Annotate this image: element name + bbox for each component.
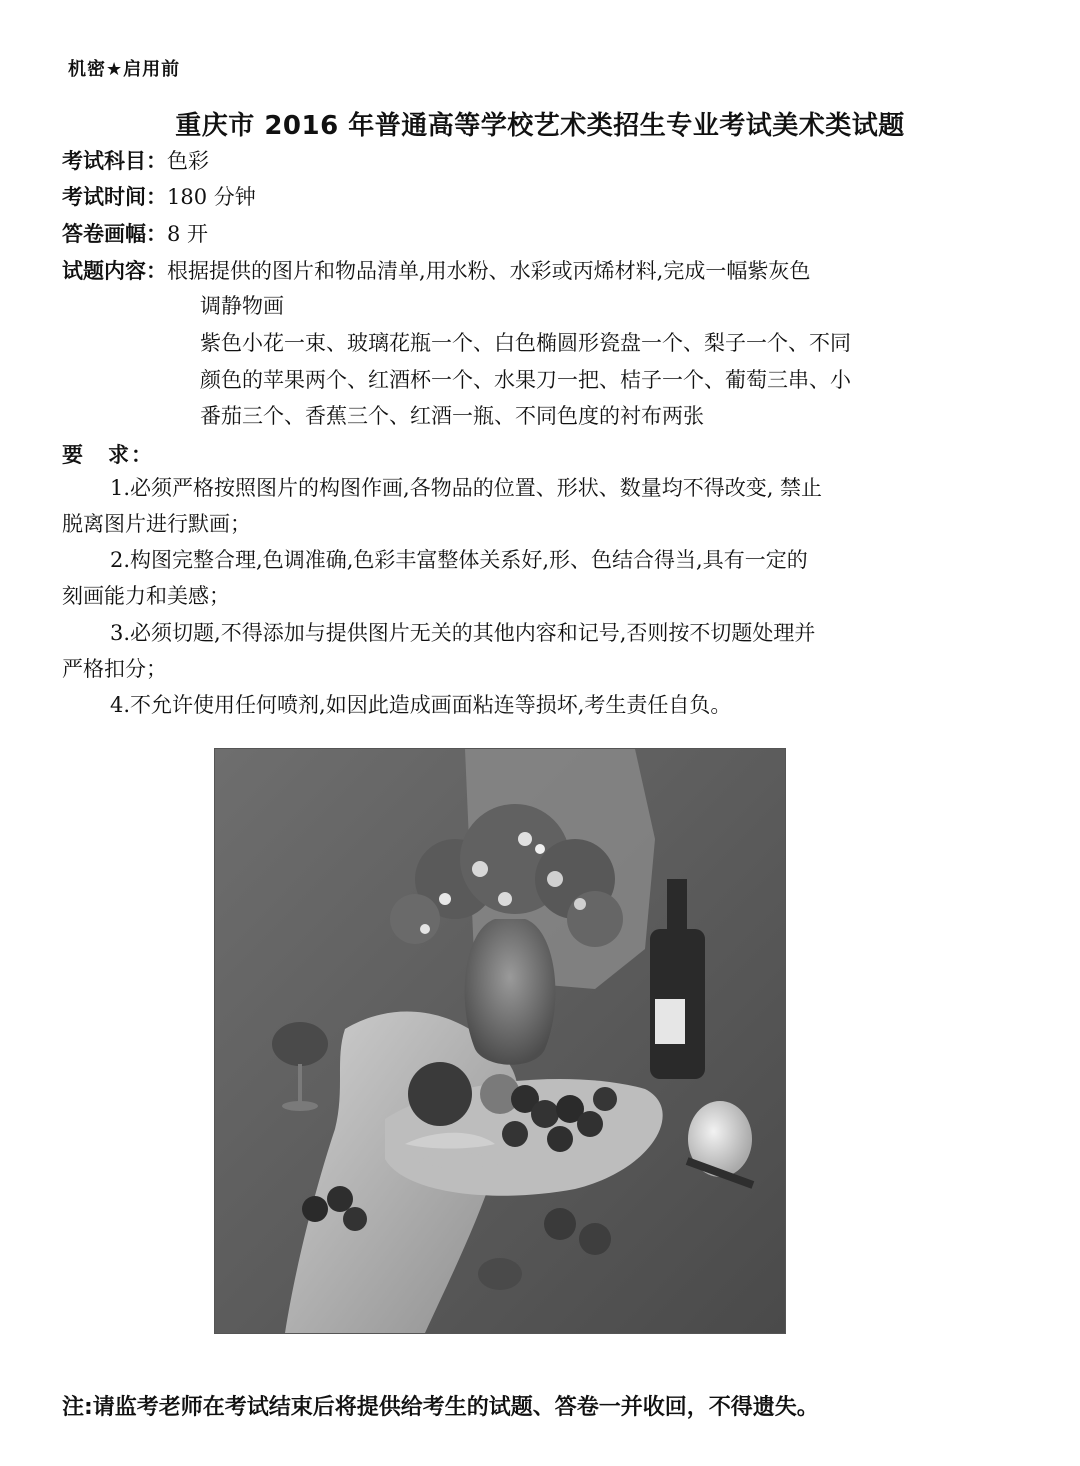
field-subject [62,147,209,175]
requirements-heading: 要 求： [62,443,154,467]
field-time-label: 考试时间： [62,185,167,209]
field-time [62,183,256,211]
requirement-line: 3.必须切题,不得添加与提供图片无关的其他内容和记号,否则按不切题处理并 [110,621,816,645]
footer-note: 注:请监考老师在考试结束后将提供给考生的试题、答卷一并收回，不得遗失。 [62,1395,819,1420]
content-line: 根据提供的图片和物品清单,用水粉、水彩或丙烯材料,完成一幅紫灰色 [167,259,811,283]
still-life-photo [214,748,786,1334]
requirement-line: 1.必须严格按照图片的构图作画,各物品的位置、形状、数量均不得改变, 禁止 [110,476,823,500]
vase [465,919,556,1065]
field-subject-value: 色彩 [167,149,209,173]
requirement-line: 4.不允许使用任何喷剂,如因此造成画面粘连等损坏,考生责任自负。 [110,693,732,717]
content-line: 番茄三个、香蕉三个、红酒一瓶、不同色度的衬布两张 [200,404,704,428]
field-size-value: 8 开 [167,222,209,246]
content-line: 颜色的苹果两个、红酒杯一个、水果刀一把、桔子一个、葡萄三串、小 [200,368,851,392]
field-content [62,257,810,285]
field-content-label: 试题内容： [62,259,167,283]
page-title: 重庆市 2016 年普通高等学校艺术类招生专业考试美术类试题 [175,111,905,141]
orange [478,1258,522,1290]
confidential-mark: 机密★启用前 [68,59,181,80]
field-size-label: 答卷画幅： [62,222,167,246]
requirement-line: 2.构图完整合理,色调准确,色彩丰富整体关系好,形、色结合得当,具有一定的 [110,548,808,572]
field-size [62,220,208,248]
requirement-line: 严格扣分； [62,657,167,681]
apple [408,1062,472,1126]
field-time-value: 180 分钟 [167,185,256,209]
requirement-line: 刻画能力和美感； [62,584,230,608]
content-line: 紫色小花一束、玻璃花瓶一个、白色椭圆形瓷盘一个、梨子一个、不同 [200,331,851,355]
field-subject-label: 考试科目： [62,149,167,173]
requirement-line: 脱离图片进行默画； [62,512,251,536]
content-line: 调静物画 [200,294,284,318]
